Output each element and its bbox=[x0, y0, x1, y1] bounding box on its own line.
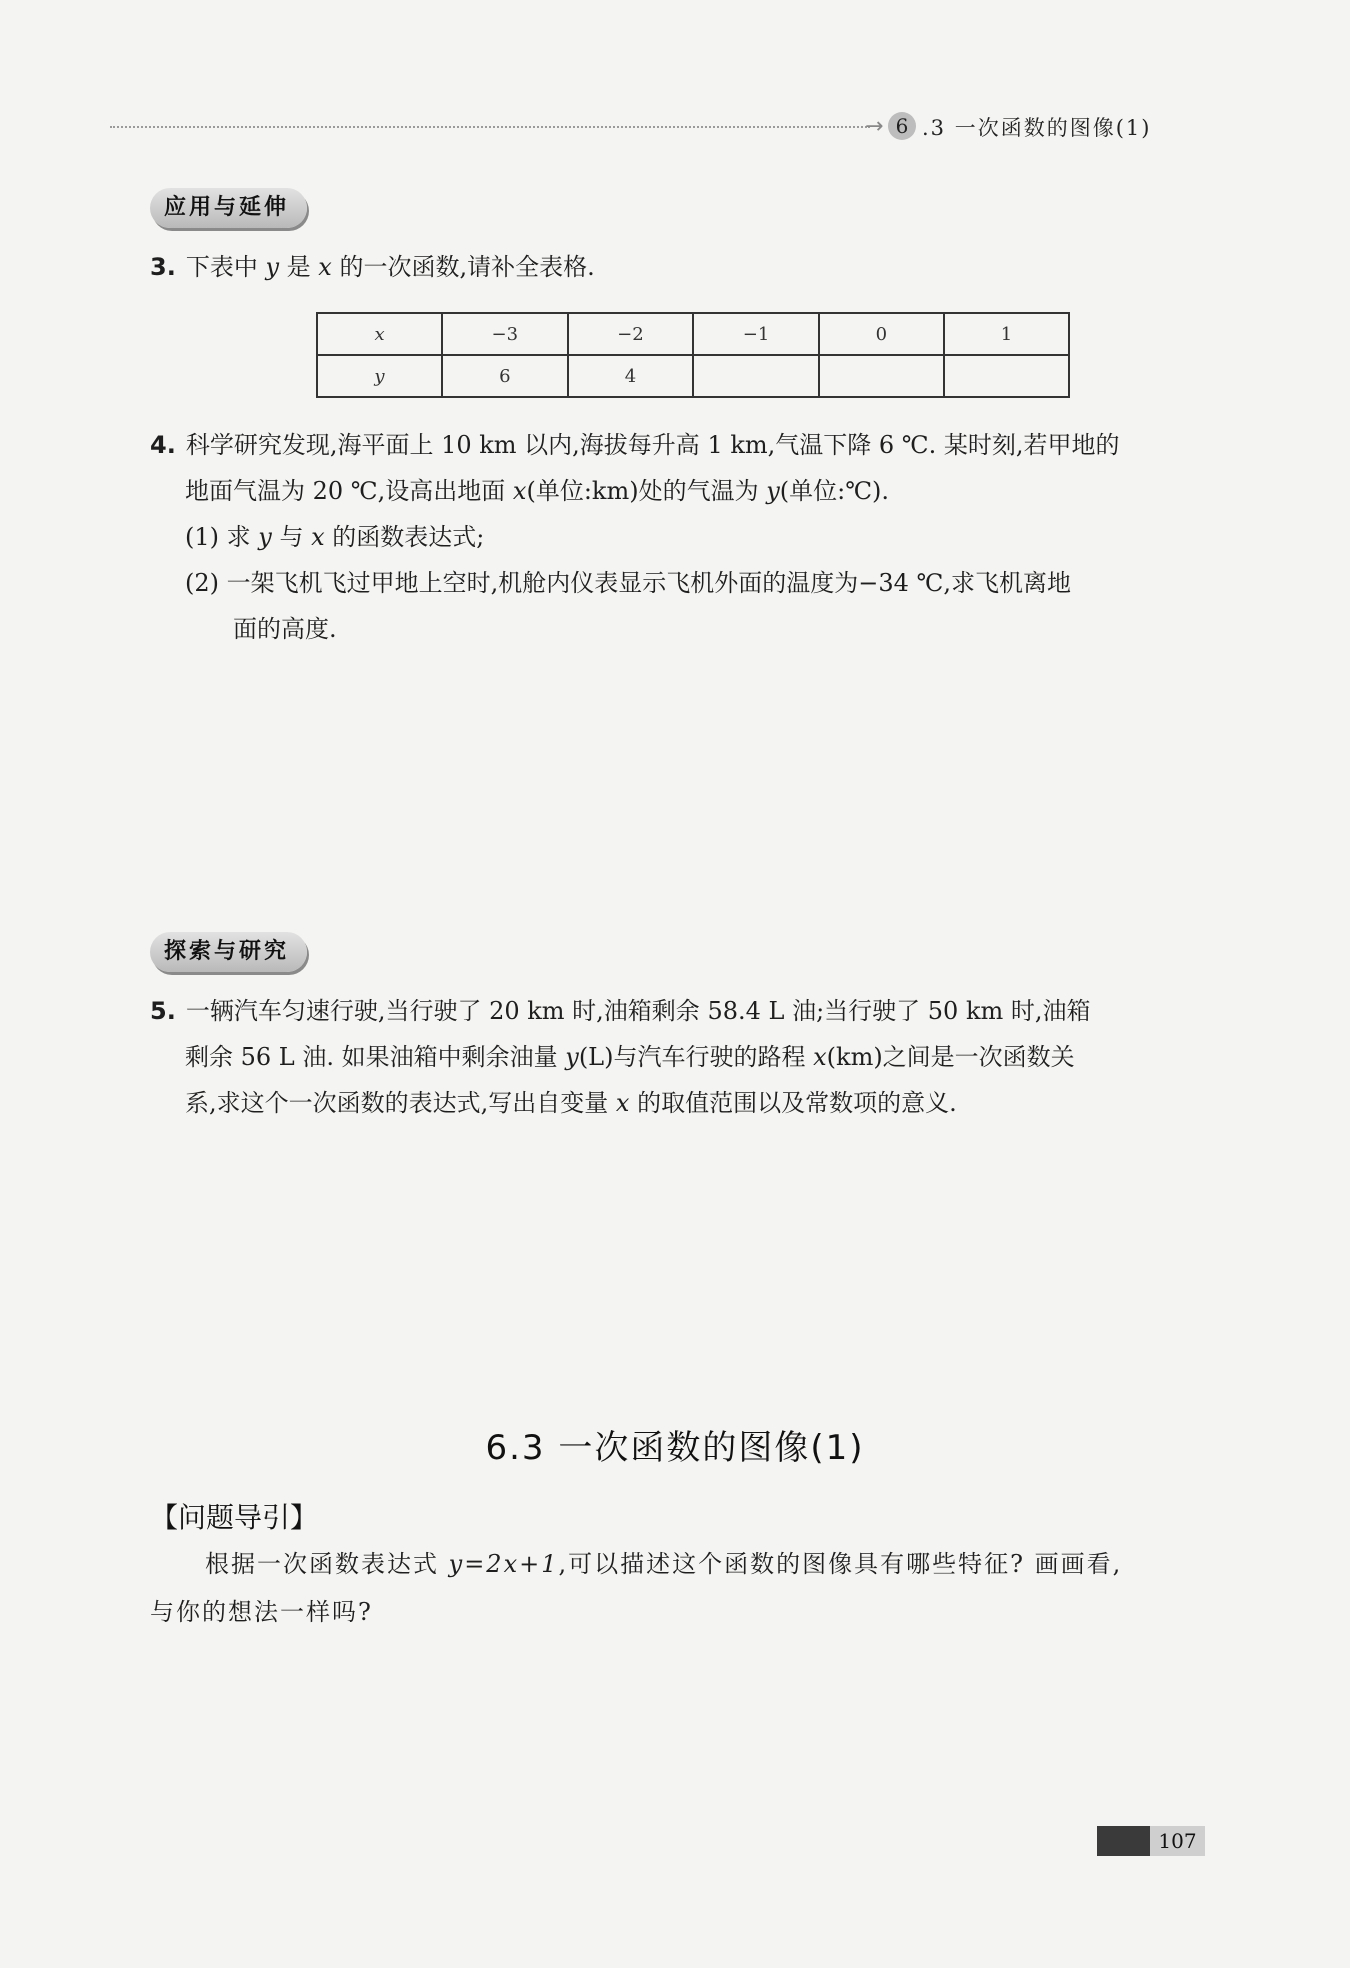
table-row-y bbox=[317, 355, 1069, 397]
question-number: 4. bbox=[150, 431, 176, 459]
paragraph-text: 根据一次函数表达式 bbox=[205, 1550, 449, 1578]
table-cell: 6 bbox=[442, 355, 568, 397]
question-text: (单位:km)处的气温为 bbox=[526, 477, 767, 505]
variable-y: y bbox=[565, 1043, 579, 1071]
page-number: 107 bbox=[1150, 1826, 1205, 1856]
question-text: 地面气温为 20 ℃,设高出地面 bbox=[185, 477, 513, 505]
question-text: 一辆汽车匀速行驶,当行驶了 20 km 时,油箱剩余 58.4 L 油;当行驶了 50 km 时,油箱 bbox=[185, 997, 1091, 1025]
question-text: 的函数表达式; bbox=[324, 523, 485, 551]
variable-x: x bbox=[318, 253, 332, 281]
question-text: 剩余 56 L 油. 如果油箱中剩余油量 bbox=[185, 1043, 566, 1071]
guide-heading: 【问题导引】 bbox=[150, 1501, 319, 1534]
question-3 bbox=[150, 244, 595, 290]
chapter-number-circle: 6 bbox=[888, 112, 916, 140]
header-arrow-icon: → bbox=[865, 114, 884, 139]
question-4-sub-2-line-2: 面的高度. bbox=[233, 615, 337, 643]
guide-paragraph-line-2: 与你的想法一样吗? bbox=[150, 1598, 373, 1626]
paragraph-text: ,可以描述这个函数的图像具有哪些特征? 画画看, bbox=[558, 1550, 1123, 1578]
table-cell: 4 bbox=[568, 355, 694, 397]
question-5-line-2 bbox=[185, 1034, 1075, 1080]
value-table bbox=[316, 312, 1070, 398]
question-text: 的取值范围以及常数项的意义. bbox=[629, 1089, 957, 1117]
running-header bbox=[110, 112, 1190, 142]
question-4-line-1 bbox=[150, 422, 1120, 468]
question-text: (km)之间是一次函数关 bbox=[826, 1043, 1075, 1071]
variable-y: y bbox=[258, 523, 272, 551]
section-title: 6.3 一次函数的图像(1) bbox=[485, 1428, 865, 1468]
table-cell: 1 bbox=[944, 313, 1069, 355]
table-cell: −1 bbox=[693, 313, 819, 355]
question-5-line-1 bbox=[150, 988, 1091, 1034]
header-dotted-line bbox=[110, 126, 870, 128]
section-badge-exploration: 探索与研究 bbox=[150, 932, 307, 972]
section-badge-application: 应用与延伸 bbox=[150, 188, 307, 228]
question-number: 3. bbox=[150, 253, 176, 281]
guide-paragraph-line-1 bbox=[205, 1540, 1122, 1588]
question-4-sub-1 bbox=[185, 514, 484, 560]
header-title: .3 一次函数的图像(1) bbox=[922, 116, 1152, 140]
question-text: 与 bbox=[271, 523, 312, 551]
variable-x: x bbox=[512, 477, 527, 505]
question-text: 下表中 bbox=[185, 253, 266, 281]
question-text: 是 bbox=[279, 253, 319, 281]
question-text: 科学研究发现,海平面上 10 km 以内,海拔每升高 1 km,气温下降 6 ℃. 某时刻,若甲地的 bbox=[185, 431, 1120, 459]
question-4-line-2 bbox=[185, 468, 889, 514]
question-4-sub-2-line-1: (2) 一架飞机飞过甲地上空时,机舱内仪表显示飞机外面的温度为−34 ℃,求飞机离地 bbox=[185, 569, 1072, 597]
variable-x: x bbox=[615, 1089, 630, 1117]
question-text: (L)与汽车行驶的路程 bbox=[578, 1043, 814, 1071]
variable-x: x bbox=[813, 1043, 827, 1071]
table-cell: y bbox=[317, 355, 442, 397]
question-number: 5. bbox=[150, 997, 176, 1025]
variable-y: y bbox=[766, 477, 780, 505]
table-cell-blank[interactable] bbox=[944, 355, 1069, 397]
question-5-line-3 bbox=[185, 1080, 957, 1126]
table-cell: −3 bbox=[442, 313, 568, 355]
question-text: 的一次函数,请补全表格. bbox=[331, 253, 595, 281]
table-cell-blank[interactable] bbox=[693, 355, 819, 397]
variable-x: x bbox=[311, 523, 325, 551]
variable-y: y bbox=[265, 253, 280, 281]
formula: y=2x+1 bbox=[448, 1550, 559, 1578]
table-cell: 0 bbox=[819, 313, 944, 355]
table-cell: −2 bbox=[568, 313, 694, 355]
question-text: (1) 求 bbox=[185, 523, 259, 551]
table-cell: x bbox=[317, 313, 442, 355]
question-text: (单位:℃). bbox=[779, 477, 890, 505]
table-row-x bbox=[317, 313, 1069, 355]
table-cell-blank[interactable] bbox=[819, 355, 944, 397]
question-text: 系,求这个一次函数的表达式,写出自变量 bbox=[185, 1089, 616, 1117]
